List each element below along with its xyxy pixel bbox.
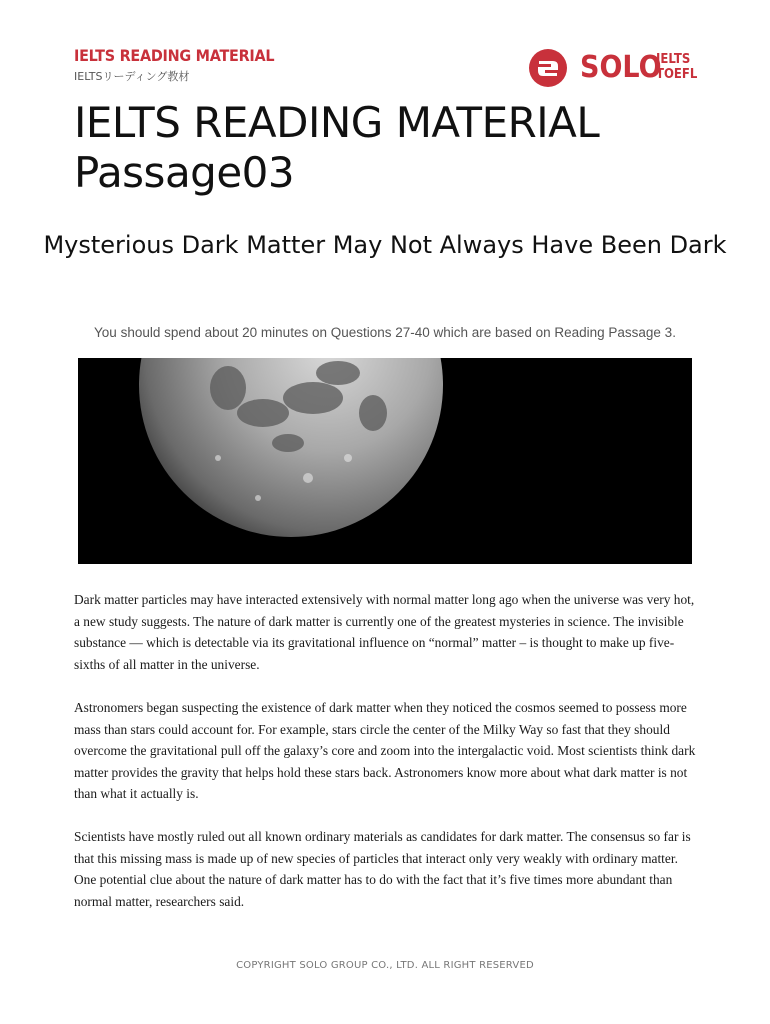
header-subtitle: IELTSリーディング教材 <box>74 70 190 83</box>
paragraph-2: Astronomers began suspecting the existence of dark matter when they noticed the cosmos seemed to possess more mass than stars could account for. For example, stars circle the center of the Milky Way so fast that they should overcome the gravitational pull off the galaxy’s core and zoom into the intergalactic void. Most scientists think dark matter provides the gravity that helps hold these stars back. Astronomers know more about what dark matter is not than what it actually is. <box>74 700 696 801</box>
logo-tag-ielts: IELTS <box>656 52 691 67</box>
main-title <box>74 98 714 198</box>
paragraph-3: Scientists have mostly ruled out all known ordinary materials as candidates for dark matter. The consensus so far is that this missing mass is made up of new species of particles that interact only very weakly with ordinary matter. One potential clue about the nature of dark matter has to do with the fact that it’s five times more abundant than normal matter, researchers said. <box>74 829 691 909</box>
article-title: Mysterious Dark Matter May Not Always Have Been Dark <box>43 231 727 259</box>
instruction-text: You should spend about 20 minutes on Questions 27-40 which are based on Reading Passage 3. <box>94 325 676 340</box>
logo-brand-text: SOLO <box>580 50 662 85</box>
logo-tag-toefl: TOEFL <box>656 67 698 82</box>
copyright-footer: COPYRIGHT SOLO GROUP CO., LTD. ALL RIGHT RESERVED <box>236 960 534 971</box>
moon-photo <box>78 358 692 564</box>
solo-logo <box>528 48 698 88</box>
main-title-line2: Passage03 <box>74 148 295 197</box>
solo-logo-mark-icon <box>528 48 568 88</box>
main-title-line1: IELTS READING MATERIAL <box>74 98 600 147</box>
header-title: IELTS READING MATERIAL <box>74 46 275 65</box>
paragraph-1: Dark matter particles may have interacted extensively with normal matter long ago when the universe was very hot, a new study suggests. The nature of dark matter is currently one of the greatest mysteries in science. The invisible substance — which is detectable via its gravitational influence on “normal” matter – is thought to make up five-sixths of all matter in the universe. <box>74 592 695 672</box>
